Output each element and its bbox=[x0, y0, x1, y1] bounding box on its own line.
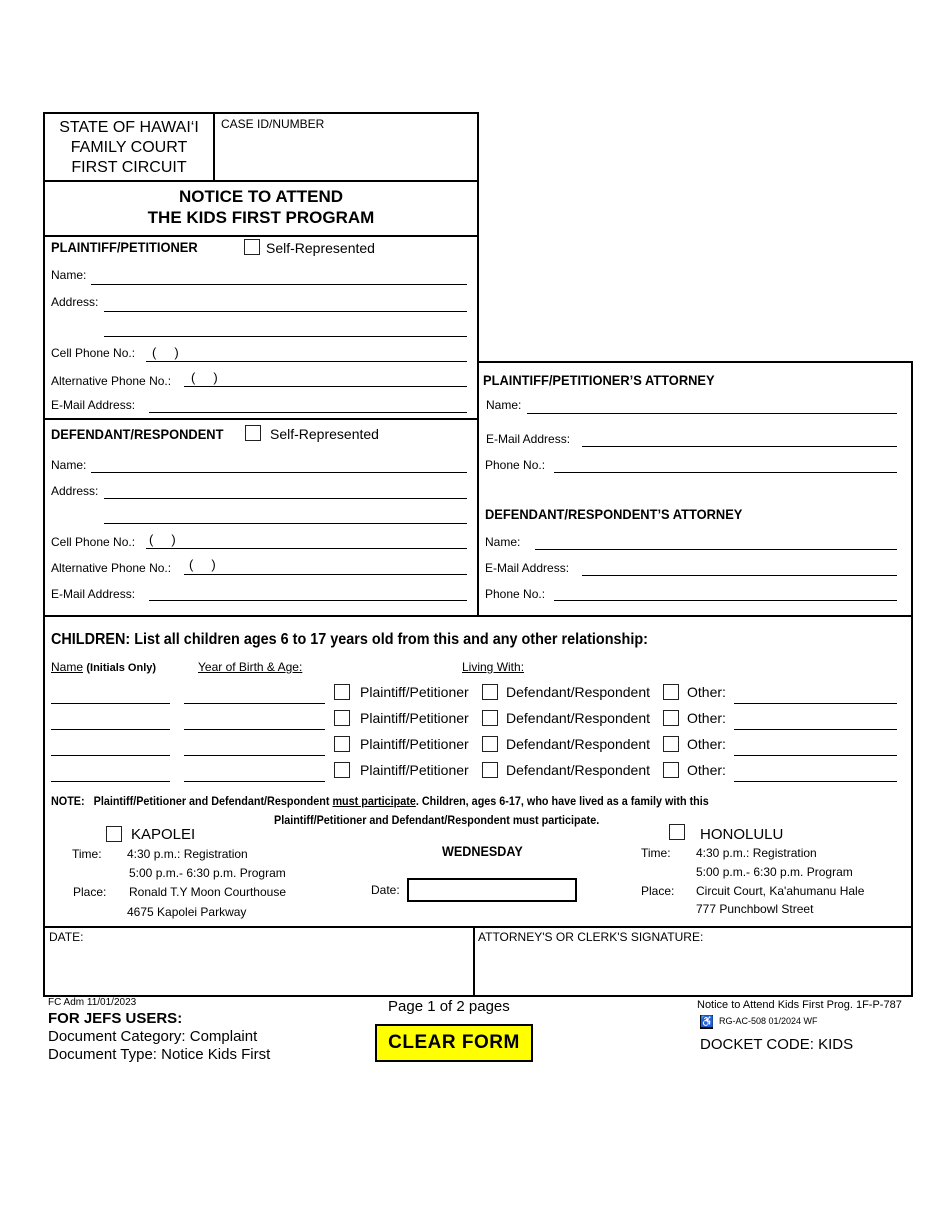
plaintiff-alt-phone-field[interactable] bbox=[184, 373, 467, 387]
plaintiff-email-field[interactable] bbox=[149, 399, 467, 413]
case-id-label: CASE ID/NUMBER bbox=[221, 117, 325, 131]
child-living-defendant-label: Defendant/Respondent bbox=[506, 762, 650, 778]
honolulu-name: HONOLULU bbox=[700, 826, 784, 843]
program-date-label: Date: bbox=[371, 883, 400, 897]
plaintiff-address-label: Address: bbox=[51, 295, 99, 309]
defendant-cell-field[interactable] bbox=[146, 535, 467, 549]
child-name-field[interactable] bbox=[51, 716, 170, 730]
date-label: DATE: bbox=[49, 930, 84, 944]
defendant-email-label: E-Mail Address: bbox=[51, 587, 136, 601]
children-heading: CHILDREN: List all children ages 6 to 17 years old from this and any other relationship: bbox=[51, 631, 648, 648]
plaintiff-name-label: Name: bbox=[51, 268, 87, 282]
plaintiff-self-represented-label: Self-Represented bbox=[266, 240, 375, 256]
child-living-other-label: Other: bbox=[687, 736, 726, 752]
children-col-name-text: Name bbox=[51, 660, 84, 674]
children-col-name-note: (Initials Only) bbox=[86, 662, 157, 674]
ada-code: RG-AC-508 01/2024 WF bbox=[719, 1016, 818, 1026]
child-living-other-checkbox[interactable] bbox=[663, 762, 679, 778]
defendant-cell-area-code: ( ) bbox=[149, 532, 176, 547]
child-living-other-label: Other: bbox=[687, 684, 726, 700]
form-name: Notice to Attend Kids First Prog. 1F-P-787 bbox=[697, 999, 902, 1011]
defendant-self-represented-checkbox[interactable] bbox=[245, 425, 261, 441]
kapolei-time-label: Time: bbox=[72, 847, 102, 861]
child-living-other-field[interactable] bbox=[734, 768, 897, 782]
note-must: must participate bbox=[332, 794, 416, 808]
defendant-attorney-phone-label: Phone No.: bbox=[485, 587, 546, 601]
honolulu-time-label: Time: bbox=[641, 846, 671, 860]
kapolei-checkbox[interactable] bbox=[106, 826, 122, 842]
defendant-alt-phone-field[interactable] bbox=[184, 561, 467, 575]
plaintiff-attorney-heading: PLAINTIFF/PETITIONER’S ATTORNEY bbox=[483, 372, 715, 388]
child-living-defendant-checkbox[interactable] bbox=[482, 684, 498, 700]
plaintiff-email-label: E-Mail Address: bbox=[51, 398, 136, 412]
child-living-plaintiff-checkbox[interactable] bbox=[334, 762, 350, 778]
child-living-plaintiff-label: Plaintiff/Petitioner bbox=[360, 710, 469, 726]
header-title-divider bbox=[44, 180, 478, 182]
court-line-1: STATE OF HAWAI‘I bbox=[59, 119, 199, 136]
child-living-defendant-checkbox[interactable] bbox=[482, 710, 498, 726]
honolulu-time-1: 4:30 p.m.: Registration bbox=[696, 846, 817, 860]
weekday-label: WEDNESDAY bbox=[442, 843, 523, 859]
child-living-other-label: Other: bbox=[687, 710, 726, 726]
child-living-defendant-checkbox[interactable] bbox=[482, 736, 498, 752]
defendant-address-field-1[interactable] bbox=[104, 485, 467, 499]
signature-label: ATTORNEY'S OR CLERK'S SIGNATURE: bbox=[478, 930, 704, 944]
defendant-self-represented-label: Self-Represented bbox=[270, 426, 379, 442]
child-living-other-field[interactable] bbox=[734, 690, 897, 704]
child-living-plaintiff-checkbox[interactable] bbox=[334, 684, 350, 700]
kapolei-time-1: 4:30 p.m.: Registration bbox=[127, 847, 248, 861]
child-name-field[interactable] bbox=[51, 690, 170, 704]
program-date-field[interactable] bbox=[407, 878, 577, 902]
defendant-attorney-email-label: E-Mail Address: bbox=[485, 561, 570, 575]
defendant-name-field[interactable] bbox=[91, 459, 467, 473]
kapolei-time-2: 5:00 p.m.- 6:30 p.m. Program bbox=[129, 866, 286, 880]
defendant-alt-phone-label: Alternative Phone No.: bbox=[51, 561, 172, 575]
title-line-2: THE KIDS FIRST PROGRAM bbox=[147, 208, 375, 227]
clear-form-button[interactable]: CLEAR FORM bbox=[375, 1024, 533, 1062]
plaintiff-attorney-name-field[interactable] bbox=[527, 400, 897, 414]
plaintiff-address-field-1[interactable] bbox=[104, 298, 467, 312]
defendant-address-label: Address: bbox=[51, 484, 99, 498]
defendant-attorney-name-label: Name: bbox=[485, 535, 521, 549]
honolulu-time-2: 5:00 p.m.- 6:30 p.m. Program bbox=[696, 865, 853, 879]
jefs-heading: FOR JEFS USERS: bbox=[48, 1010, 183, 1027]
honolulu-place-label: Place: bbox=[641, 884, 675, 898]
child-living-plaintiff-label: Plaintiff/Petitioner bbox=[360, 684, 469, 700]
kapolei-place-1: Ronald T.Y Moon Courthouse bbox=[129, 885, 286, 899]
note-text-2: . Children, ages 6-17, who have lived as a family with bbox=[415, 794, 690, 808]
kapolei-place-label: Place: bbox=[73, 885, 107, 899]
child-living-other-checkbox[interactable] bbox=[663, 710, 679, 726]
defendant-attorney-name-field[interactable] bbox=[535, 536, 897, 550]
child-living-defendant-label: Defendant/Respondent bbox=[506, 710, 650, 726]
child-living-plaintiff-checkbox[interactable] bbox=[334, 710, 350, 726]
plaintiff-attorney-name-label: Name: bbox=[486, 398, 522, 412]
note-line-2: Plaintiff/Petitioner and Defendant/Respondent must participate. bbox=[274, 813, 600, 827]
defendant-email-field[interactable] bbox=[149, 587, 467, 601]
child-living-plaintiff-label: Plaintiff/Petitioner bbox=[360, 762, 469, 778]
plaintiff-address-field-2[interactable] bbox=[104, 323, 467, 337]
child-living-plaintiff-checkbox[interactable] bbox=[334, 736, 350, 752]
plaintiff-attorney-email-field[interactable] bbox=[582, 433, 897, 447]
accessibility-icon: ♿ bbox=[700, 1016, 714, 1028]
honolulu-place-1: Circuit Court, Ka'ahumanu Hale bbox=[696, 884, 865, 898]
page-indicator: Page 1 of 2 pages bbox=[388, 998, 510, 1015]
plaintiff-attorney-phone-label: Phone No.: bbox=[485, 458, 546, 472]
child-living-other-field[interactable] bbox=[734, 716, 897, 730]
court-name bbox=[45, 118, 213, 178]
defendant-address-field-2[interactable] bbox=[104, 510, 467, 524]
child-living-defendant-label: Defendant/Respondent bbox=[506, 684, 650, 700]
honolulu-place-2: 777 Punchbowl Street bbox=[696, 902, 814, 916]
document-category: Document Category: Complaint bbox=[48, 1028, 258, 1045]
court-line-3: FIRST CIRCUIT bbox=[71, 159, 187, 176]
honolulu-checkbox[interactable] bbox=[669, 824, 685, 840]
note-text-1: Plaintiff/Petitioner and Defendant/Respondent bbox=[93, 794, 333, 808]
note-label: NOTE: bbox=[51, 794, 85, 808]
child-living-other-checkbox[interactable] bbox=[663, 736, 679, 752]
signature-field[interactable] bbox=[477, 948, 913, 994]
defendant-cell-label: Cell Phone No.: bbox=[51, 535, 136, 549]
court-line-2: FAMILY COURT bbox=[70, 139, 188, 156]
form-title bbox=[45, 186, 477, 228]
plaintiff-alt-area-code: ( ) bbox=[191, 370, 218, 385]
child-name-field[interactable] bbox=[51, 768, 170, 782]
plaintiff-alt-phone-label: Alternative Phone No.: bbox=[51, 374, 172, 388]
plaintiff-cell-area-code: ( ) bbox=[152, 345, 179, 360]
document-type: Document Type: Notice Kids First bbox=[48, 1046, 271, 1063]
plaintiff-self-represented-checkbox[interactable] bbox=[244, 239, 260, 255]
kapolei-place-2: 4675 Kapolei Parkway bbox=[127, 905, 247, 919]
child-living-other-label: Other: bbox=[687, 762, 726, 778]
plaintiff-attorney-phone-field[interactable] bbox=[554, 459, 897, 473]
plaintiff-cell-field[interactable] bbox=[146, 348, 467, 362]
child-year-age-field[interactable] bbox=[184, 742, 325, 756]
children-col-year: Year of Birth & Age: bbox=[198, 660, 303, 674]
child-living-plaintiff-label: Plaintiff/Petitioner bbox=[360, 736, 469, 752]
defendant-name-label: Name: bbox=[51, 458, 87, 472]
child-living-other-checkbox[interactable] bbox=[663, 684, 679, 700]
plaintiff-name-field[interactable] bbox=[91, 271, 467, 285]
child-year-age-field[interactable] bbox=[184, 690, 325, 704]
note-text bbox=[51, 794, 709, 808]
kapolei-name: KAPOLEI bbox=[131, 826, 196, 843]
child-living-other-field[interactable] bbox=[734, 742, 897, 756]
defendant-attorney-email-field[interactable] bbox=[582, 562, 897, 576]
plaintiff-attorney-email-label: E-Mail Address: bbox=[486, 432, 571, 446]
child-year-age-field[interactable] bbox=[184, 716, 325, 730]
title-line-1: NOTICE TO ATTEND bbox=[178, 187, 343, 206]
form-id: FC Adm 11/01/2023 bbox=[48, 997, 137, 1008]
defendant-attorney-heading: DEFENDANT/RESPONDENT’S ATTORNEY bbox=[485, 506, 743, 522]
defendant-heading: DEFENDANT/RESPONDENT bbox=[51, 426, 224, 442]
children-col-name bbox=[51, 660, 156, 674]
header-divider bbox=[213, 113, 215, 181]
defendant-alt-area-code: ( ) bbox=[189, 557, 216, 572]
docket-code: DOCKET CODE: KIDS bbox=[700, 1036, 854, 1053]
note-this: this bbox=[689, 794, 709, 808]
child-year-age-field[interactable] bbox=[184, 768, 325, 782]
plaintiff-heading: PLAINTIFF/PETITIONER bbox=[51, 239, 198, 255]
children-col-living: Living With: bbox=[462, 660, 525, 674]
child-name-field[interactable] bbox=[51, 742, 170, 756]
child-living-defendant-checkbox[interactable] bbox=[482, 762, 498, 778]
plaintiff-cell-label: Cell Phone No.: bbox=[51, 346, 136, 360]
date-field[interactable] bbox=[47, 948, 475, 994]
defendant-attorney-phone-field[interactable] bbox=[554, 587, 897, 601]
child-living-defendant-label: Defendant/Respondent bbox=[506, 736, 650, 752]
